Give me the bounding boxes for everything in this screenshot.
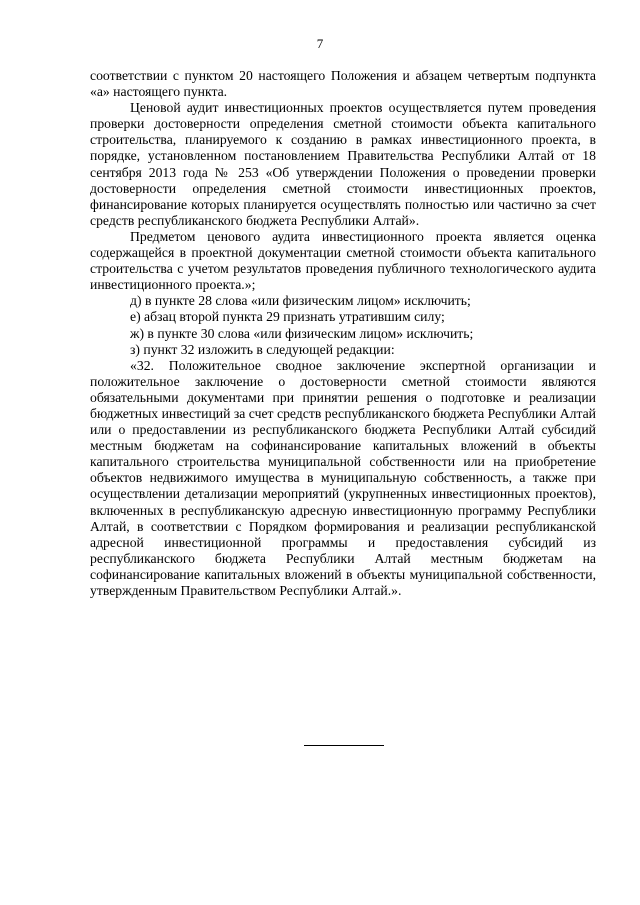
paragraph-price-audit-subject: Предметом ценового аудита инвестиционного проекта является оценка содержащейся в проектной документации сметной стоимости объекта капитального строительства с учетом результатов проведения публичного технологического аудита инвестиционного проекта.»; xyxy=(90,228,596,293)
paragraph-continuation: соответствии с пунктом 20 настоящего Положения и абзацем четвертым подпункта «а» настоящего пункта. xyxy=(90,68,596,100)
amendment-item-z: з) пункт 32 изложить в следующей редакции: xyxy=(130,341,395,357)
amendment-item-zh: ж) в пункте 30 слова «или физическим лицом» исключить; xyxy=(130,325,474,341)
amendment-item-d: д) в пункте 28 слова «или физическим лицом» исключить; xyxy=(130,293,471,309)
paragraph-clause-32: «32. Положительное сводное заключение экспертной организации и положительное заключение о достоверности сметной стоимости являются обязательными документами при принятии решения о подготовке и реализации бюджетных инвестиций за счет средств республиканского бюджета Республики Алтай или о предоставлении из республиканского бюджета Республики Алтай субсидий местным бюджетам на софинансирование капитальных вложений в объекты капитального строительства муниципальной собственности или на приобретение объектов недвижимого имущества в муниципальную собственность, а также при осуществлении детализации мероприятий (укрупненных инвестиционных проектов), включенных в республиканскую адресную инвестиционную программу Республики Алтай, в соответствии с Порядком формирования и реализации республиканской адресной инвестиционной программы и предоставления субсидий из республиканского бюджета Республики Алтай местным бюджетам на софинансирование капитальных вложений в объекты муниципальной собственности, утвержденным Правительством Республики Алтай.». xyxy=(90,357,596,598)
amendment-item-e: е) абзац второй пункта 29 признать утратившим силу; xyxy=(130,309,445,325)
page-number: 7 xyxy=(316,36,324,51)
paragraph-price-audit-method: Ценовой аудит инвестиционных проектов осуществляется путем проведения проверки достоверности определения сметной стоимости объекта капитального строительства, планируемого к созданию в рамках инвестиционного проекта, в порядке, установленном постановлением Правительства Республики Алтай от 18 сентября 2013 года № 253 «Об утверждении Положения о проведении проверки достоверности определения сметной стоимости инвестиционных проектов, финансирование которых планируется осуществлять полностью или частично за счет средств республиканского бюджета Республики Алтай». xyxy=(90,100,596,228)
end-divider-line xyxy=(304,745,384,746)
document-body xyxy=(90,68,596,599)
